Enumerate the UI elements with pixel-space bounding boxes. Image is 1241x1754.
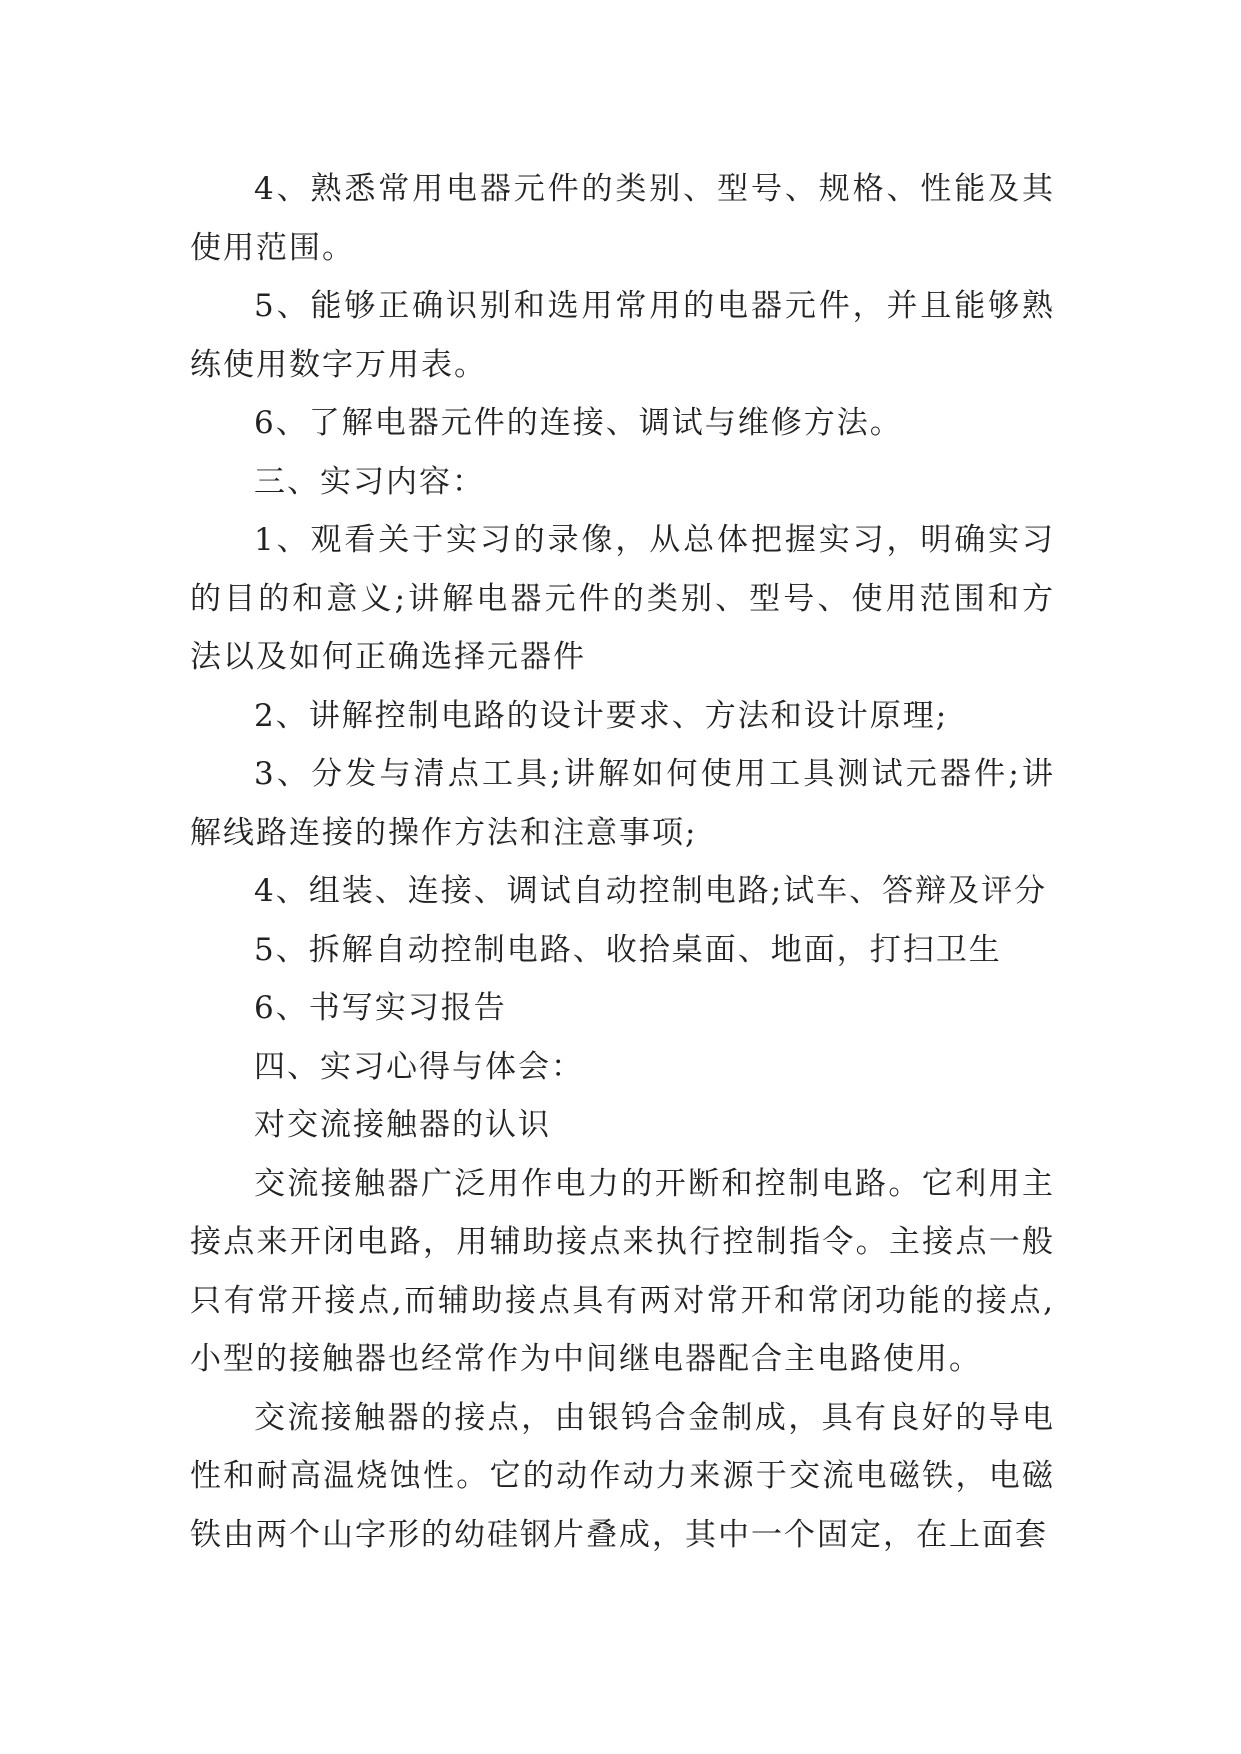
section-heading-content: 三、实习内容： — [254, 463, 485, 500]
paragraph-content-1: 1、观看关于实习的录像，从总体把握实习，明确实习的目的和意义;讲解电器元件的类别、型号、使用范围和方法以及如何正确选择元器件 — [190, 522, 1055, 675]
paragraph-content-4: 4、组装、连接、调试自动控制电路;试车、答辩及评分 — [254, 873, 1048, 909]
section-heading-experience: 四、实习心得与体会： — [254, 1048, 584, 1085]
subheading-contactor: 对交流接触器的认识 — [254, 1107, 551, 1143]
paragraph-objective-5: 5、能够正确识别和选用常用的电器元件，并且能够熟练使用数字万用表。 — [190, 288, 1055, 383]
paragraph-content-5: 5、拆解自动控制电路、收拾桌面、地面，打扫卫生 — [254, 931, 1002, 968]
paragraph-objective-6: 6、了解电器元件的连接、调试与维修方法。 — [254, 405, 903, 441]
paragraph-content-2: 2、讲解控制电路的设计要求、方法和设计原理; — [254, 697, 949, 734]
paragraph-content-3: 3、分发与清点工具;讲解如何使用工具测试元器件;讲解线路连接的操作方法和注意事项; — [190, 756, 1055, 851]
paragraph-objective-4: 4、熟悉常用电器元件的类别、型号、规格、性能及其使用范围。 — [190, 171, 1055, 266]
paragraph-content-6: 6、书写实习报告 — [254, 990, 507, 1026]
document-body — [190, 160, 1055, 1564]
paragraph-contactor-contacts: 交流接触器的接点，由银钨合金制成，具有良好的导电性和耐高温烧蚀性。它的动作动力来源于交流电磁铁，电磁铁由两个山字形的幼硅钢片叠成，其中一个固定，在上面套 — [190, 1399, 1055, 1553]
paragraph-contactor-intro: 交流接触器广泛用作电力的开断和控制电路。它利用主接点来开闭电路，用辅助接点来执行控制指令。主接点一般只有常开接点,而辅助接点具有两对常开和常闭功能的接点,小型的接触器也经常作为中间继电器配合主电路使用。 — [190, 1165, 1055, 1377]
